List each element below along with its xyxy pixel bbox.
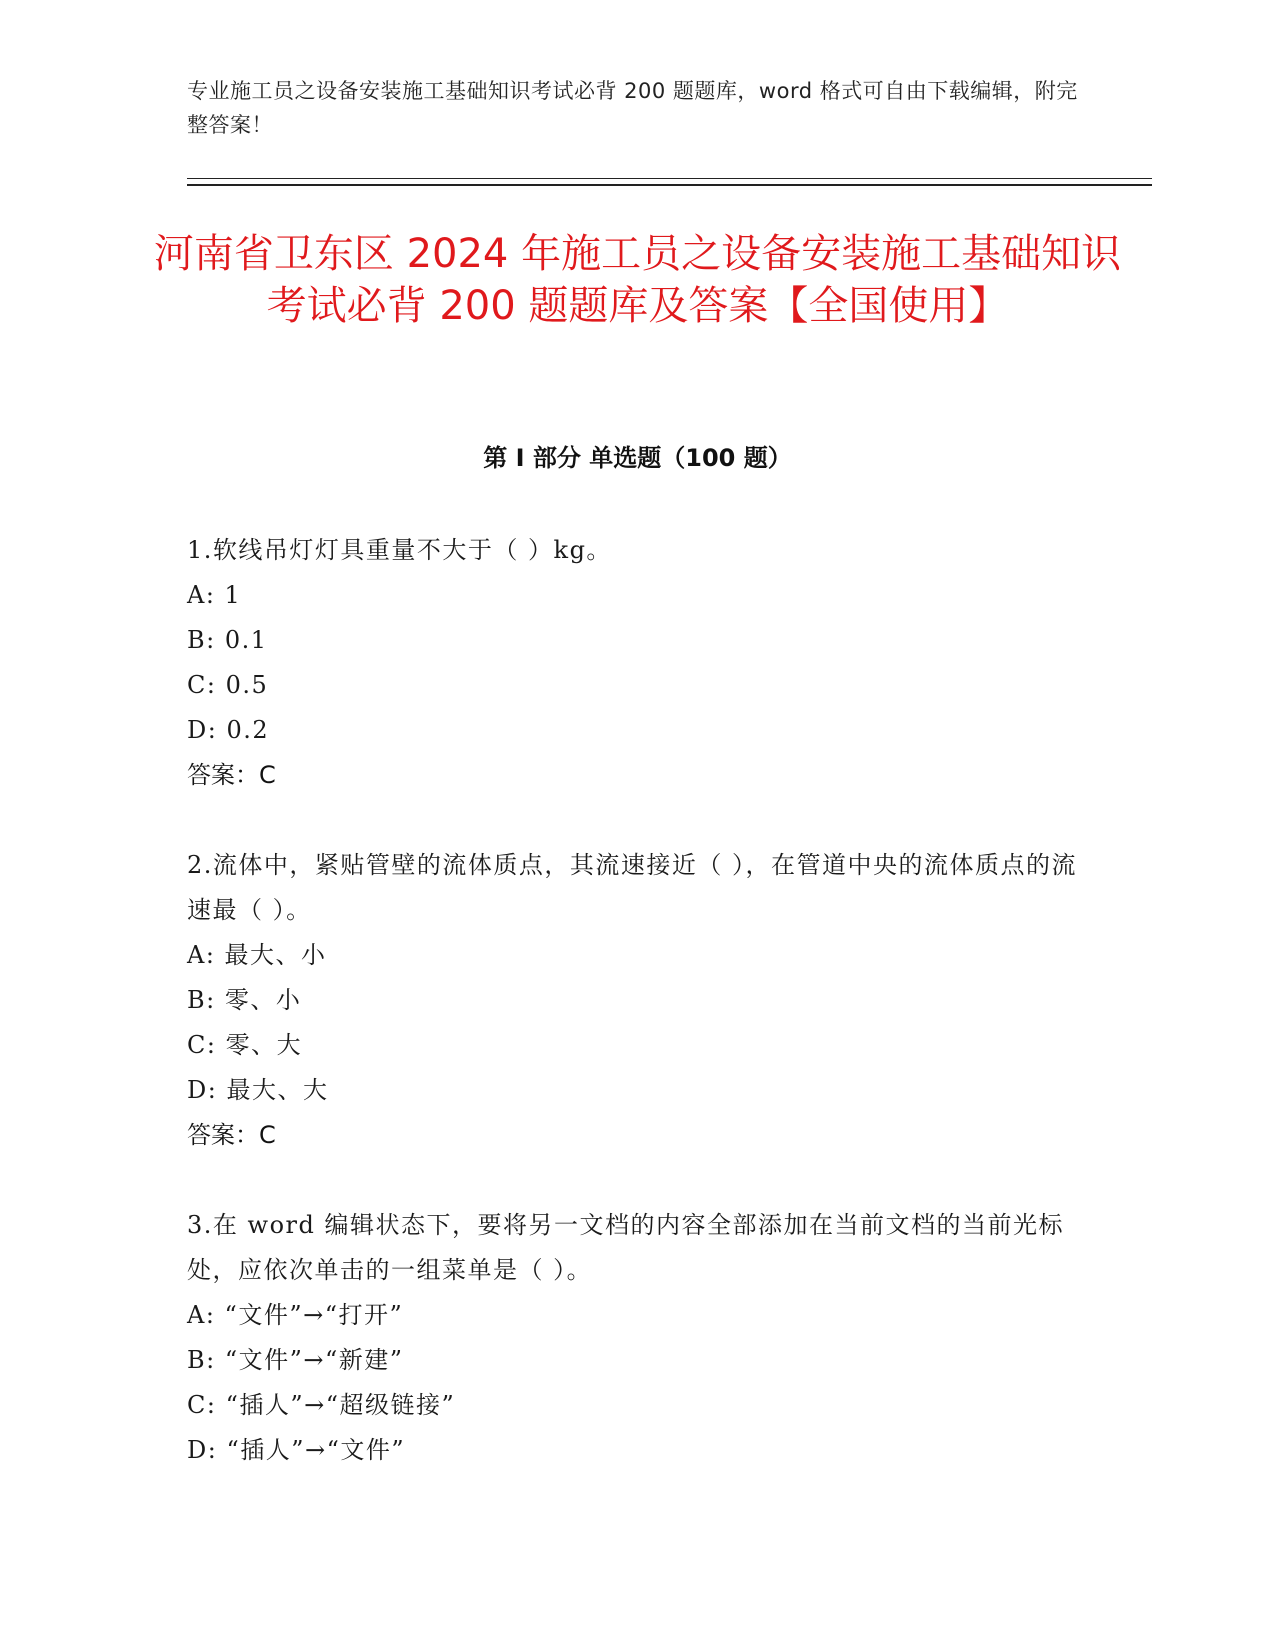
question-stem: 3.在 word 编辑状态下，要将另一文档的内容全部添加在当前文档的当前光标处，应依次单击的一组菜单是（ ）。 — [187, 1211, 1064, 1284]
section-heading: 第 I 部分 单选题（100 题） — [483, 444, 792, 472]
option-c: C: 零、大 — [187, 1031, 303, 1059]
option-a: A: 1 — [187, 581, 242, 609]
question-item — [187, 1203, 1087, 1473]
option-b: B: 0.1 — [187, 626, 268, 654]
question-item — [187, 528, 1087, 798]
option-d: D: “插人”→“文件” — [187, 1436, 406, 1464]
option-d: D: 最大、大 — [187, 1076, 329, 1104]
question-list — [187, 528, 1087, 1518]
question-answer: 答案：C — [187, 761, 276, 789]
option-b: B: “文件”→“新建” — [187, 1346, 404, 1374]
header-note: 专业施工员之设备安装施工基础知识考试必背 200 题题库，word 格式可自由下载编辑，附完整答案！ — [187, 79, 1078, 137]
option-c: C: 0.5 — [187, 671, 269, 699]
option-a: A: 最大、小 — [187, 941, 327, 969]
question-stem: 1.软线吊灯灯具重量不大于（ ）kg。 — [187, 536, 612, 564]
question-stem: 2.流体中，紧贴管壁的流体质点，其流速接近（ ），在管道中央的流体质点的流速最（ ）。 — [187, 851, 1078, 924]
option-b: B: 零、小 — [187, 986, 302, 1014]
document-title: 河南省卫东区 2024 年施工员之设备安装施工基础知识考试必背 200 题题库及答案【全国使用】 — [153, 231, 1122, 329]
option-d: D: 0.2 — [187, 716, 270, 744]
question-answer: 答案：C — [187, 1121, 276, 1149]
header-divider-thin — [187, 178, 1152, 179]
option-c: C: “插人”→“超级链接” — [187, 1391, 456, 1419]
option-a: A: “文件”→“打开” — [187, 1301, 404, 1329]
header-divider-thick — [187, 184, 1152, 186]
question-item — [187, 843, 1087, 1158]
